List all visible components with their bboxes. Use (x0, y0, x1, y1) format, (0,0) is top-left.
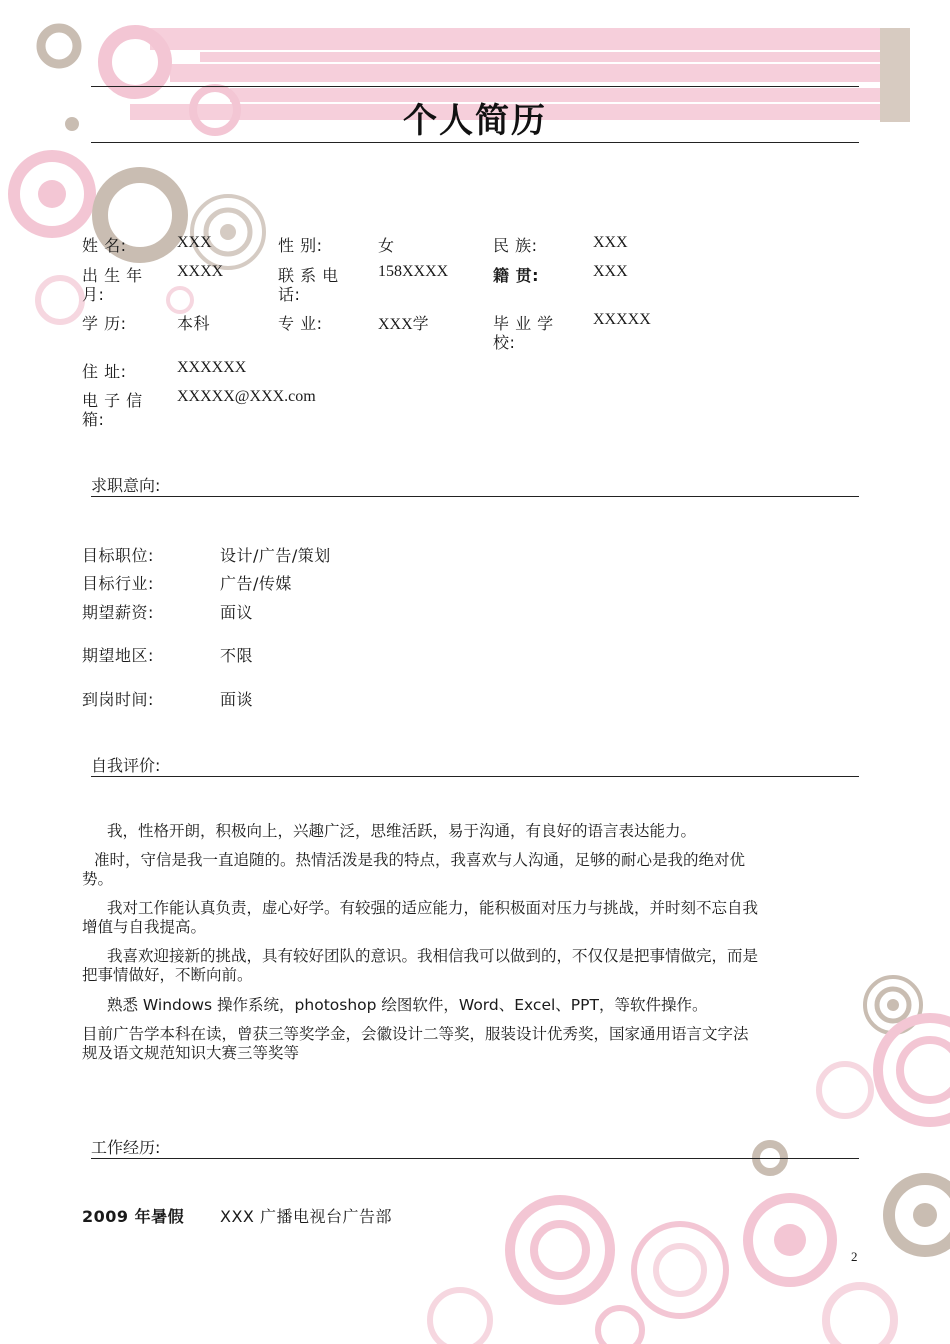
name-label: 姓 名: (82, 236, 127, 255)
job-intention-heading: 求职意向: (91, 476, 161, 495)
work-experience-heading: 工作经历: (91, 1138, 161, 1157)
title-rule-bottom (91, 142, 859, 143)
job-intention-label: 到岗时间: (82, 690, 154, 709)
origin-label: 籍 贯: (493, 266, 539, 285)
school-label: 毕 业 学 (493, 314, 554, 333)
major-label: 专 业: (278, 314, 323, 333)
job-intention-value: 不限 (220, 646, 254, 665)
job-intention-rule (91, 496, 859, 497)
email-label-cont: 箱: (82, 410, 105, 429)
address-label: 住 址: (82, 362, 127, 381)
title-rule-top (91, 86, 859, 87)
job-intention-value: 面谈 (220, 690, 254, 709)
job-intention-label: 目标行业: (82, 574, 154, 593)
job-intention-label: 期望薪资: (82, 603, 154, 622)
job-intention-label: 目标职位: (82, 546, 154, 565)
major-value: XXX学 (378, 316, 429, 333)
job-intention-value: 设计/广告/策划 (220, 546, 331, 565)
birth-label: 出 生 年 (82, 266, 143, 285)
school-value: XXXXX (593, 311, 651, 328)
self-evaluation-paragraph: 我对工作能认真负责，虚心好学。有较强的适应能力，能积极面对压力与挑战，并时刻不忘自我增值与自我提高。 (82, 899, 759, 936)
self-evaluation-paragraph: 我喜欢迎接新的挑战，具有较好团队的意识。我相信我可以做到的，不仅仅是把事情做完，而是把事情做好，不断向前。 (82, 947, 759, 984)
job-intention-value: 广告/传媒 (220, 574, 292, 593)
education-label: 学 历: (82, 314, 127, 333)
work-period: 2009 年暑假 (82, 1207, 185, 1226)
self-evaluation-paragraph: 我，性格开朗，积极向上，兴趣广泛，思维活跃，易于沟通，有良好的语言表达能力。 (107, 822, 697, 840)
self-evaluation-paragraph: 熟悉 Windows 操作系统，photoshop 绘图软件，Word、Excel、PPT，等软件操作。 (107, 996, 708, 1014)
self-evaluation-heading: 自我评价: (91, 756, 161, 775)
school-label-cont: 校: (493, 333, 516, 352)
address-value: XXXXXX (177, 359, 247, 376)
education-value: 本科 (177, 314, 211, 333)
birth-value: XXXX (177, 263, 224, 280)
page-title: 个人简历 (403, 101, 547, 141)
phone-label-cont: 话: (278, 285, 301, 304)
phone-value: 158XXXX (378, 263, 449, 280)
self-evaluation-rule (91, 776, 859, 777)
ethnicity-value: XXX (593, 234, 628, 251)
job-intention-label: 期望地区: (82, 646, 154, 665)
name-value: XXX (177, 234, 212, 251)
email-value: XXXXX@XXX.com (177, 388, 316, 405)
email-label: 电 子 信 (82, 391, 143, 410)
ethnicity-label: 民 族: (493, 236, 538, 255)
origin-value: XXX (593, 263, 628, 280)
phone-label: 联 系 电 (278, 266, 339, 285)
page-number: 2 (851, 1249, 858, 1264)
gender-value: 女 (378, 236, 395, 255)
birth-label-cont: 月: (82, 285, 105, 304)
self-evaluation-paragraph: 目前广告学本科在读，曾获三等奖学金，会徽设计二等奖，服装设计优秀奖，国家通用语言文字法规及语文规范知识大赛三等奖等 (82, 1025, 749, 1062)
gender-label: 性 别: (278, 236, 323, 255)
work-experience-rule (91, 1158, 859, 1159)
job-intention-value: 面议 (220, 603, 254, 622)
work-organization: XXX 广播电视台广告部 (220, 1207, 392, 1226)
self-evaluation-paragraph: 准时，守信是我一直追随的。热情活泼是我的特点，我喜欢与人沟通，足够的耐心是我的绝对优势。 (82, 851, 746, 888)
